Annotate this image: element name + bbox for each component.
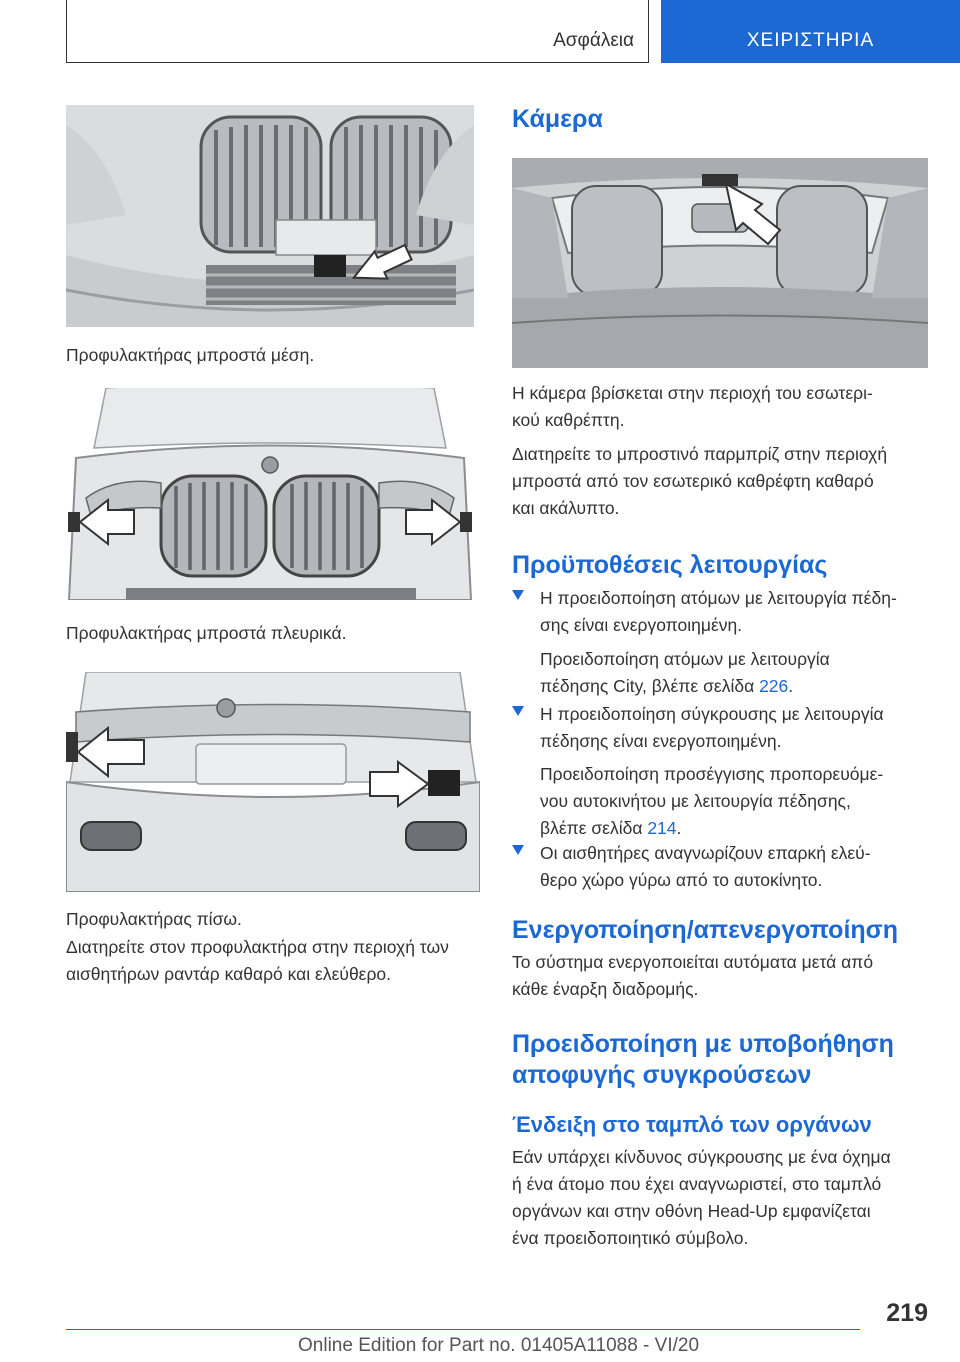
display-heading: Ένδειξη στο ταμπλό των οργάνων: [512, 1112, 872, 1137]
prerequisites-heading: Προϋποθέσεις λειτουργίας: [512, 551, 828, 579]
bullet-triangle-icon: [512, 590, 524, 600]
radar-note-line-2: αισθητήρων ραντάρ καθαρό και ελεύθερο.: [66, 964, 392, 984]
display-text-line-2: ή ένα άτομο που έχει αναγνωριστεί, στο ταμπλό: [512, 1174, 882, 1194]
camera-heading: Κάμερα: [512, 105, 603, 133]
camera-text-2-line-1: Διατηρείτε το μπροστινό παρμπρίζ στην περιοχή: [512, 444, 888, 464]
header-section-tab: [66, 0, 649, 63]
bullet-triangle-icon: [512, 845, 524, 855]
warning-heading-line-2: αποφυγής συγκρούσεων: [512, 1061, 812, 1089]
front-bumper-center-photo: [66, 105, 474, 327]
prerequisite-item-2: [512, 701, 932, 836]
page-number: 219: [886, 1299, 928, 1327]
warning-heading-line-1: Προειδοποίηση με υποβοήθηση: [512, 1030, 894, 1058]
header-chapter-tab: [661, 0, 960, 63]
camera-text-2-line-2: μπροστά από τον εσωτερικό καθρέφτη καθαρό: [512, 471, 874, 491]
camera-text-1-line-1: Η κάμερα βρίσκεται στην περιοχή του εσωτερι-: [512, 383, 873, 403]
front-bumper-sides-photo: [66, 388, 474, 600]
bullet-2-line-2: πέδησης είναι ενεργοποιημένη.: [540, 731, 782, 751]
bullet-2-line-1: Η προειδοποίηση σύγκρουσης με λειτουργία: [540, 704, 884, 724]
prerequisite-item-1: [512, 585, 932, 695]
display-text-line-1: Εάν υπάρχει κίνδυνος σύγκρουσης με ένα όχημα: [512, 1147, 891, 1167]
bullet-1-ref-line-2: πέδησης City, βλέπε σελίδα 226.: [540, 676, 794, 696]
header-chapter-label: ΧΕΙΡΙΣΤΗΡΙΑ: [746, 30, 875, 51]
bullet-triangle-icon: [512, 706, 524, 716]
prerequisite-item-3: [512, 840, 932, 896]
rear-caption: Προφυλακτήρας πίσω.: [66, 909, 242, 929]
footer-divider: [66, 1329, 860, 1330]
camera-text-1-line-2: κού καθρέπτη.: [512, 410, 625, 430]
bullet-2-ref-line-3: βλέπε σελίδα 214.: [540, 818, 682, 838]
rear-bumper-photo: [66, 672, 480, 892]
camera-text-2-line-3: και ακάλυπτο.: [512, 498, 620, 518]
activation-text-line-2: κάθε έναρξη διαδρομής.: [512, 979, 699, 999]
page-226-link[interactable]: 226: [759, 676, 789, 696]
bullet-1-line-2: σης είναι ενεργοποιημένη.: [540, 615, 743, 635]
activation-text-line-1: Το σύστημα ενεργοποιείται αυτόματα μετά από: [512, 952, 874, 972]
header-section-label: Ασφάλεια: [553, 30, 634, 51]
bullet-1-ref-line-1: Προειδοποίηση ατόμων με λειτουργία: [540, 649, 830, 669]
front-sides-caption: Προφυλακτήρας μπροστά πλευρικά.: [66, 623, 347, 643]
front-center-caption: Προφυλακτήρας μπροστά μέση.: [66, 345, 315, 365]
bullet-3-line-1: Οι αισθητήρες αναγνωρίζουν επαρκή ελεύ-: [540, 843, 871, 863]
activation-heading: Ενεργοποίηση/απενεργοποίηση: [512, 916, 899, 944]
radar-note-line-1: Διατηρείτε στον προφυλακτήρα στην περιοχή των: [66, 937, 449, 957]
page-214-link[interactable]: 214: [647, 818, 677, 838]
bullet-1-line-1: Η προειδοποίηση ατόμων με λειτουργία πέδη-: [540, 588, 897, 608]
camera-location-photo: [512, 158, 928, 368]
bullet-2-ref-line-2: νου αυτοκινήτου με λειτουργία πέδησης,: [540, 791, 851, 811]
display-text-line-3: οργάνων και στην οθόνη Head-Up εμφανίζεται: [512, 1201, 871, 1221]
edition-footer: Online Edition for Part no. 01405A11088 - VI/20: [298, 1335, 700, 1356]
display-text-line-4: ένα προειδοποιητικό σύμβολο.: [512, 1228, 749, 1248]
bullet-3-line-2: θερο χώρο γύρω από το αυτοκίνητο.: [540, 870, 823, 890]
bullet-2-ref-line-1: Προειδοποίηση προσέγγισης προπορευόμε-: [540, 764, 884, 784]
